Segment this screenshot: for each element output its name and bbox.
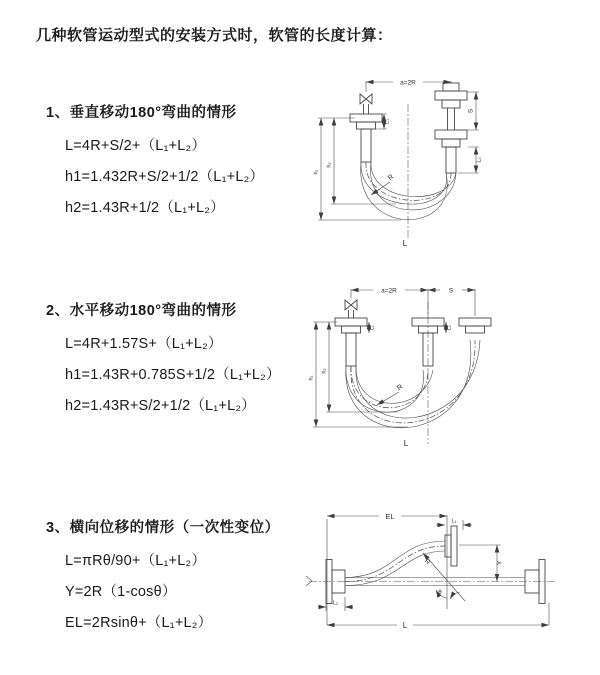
dim-label-l2: L₂: [446, 325, 453, 330]
dim-label-l2: L₂: [476, 157, 483, 163]
diagram-lateral-displacement: [297, 503, 600, 651]
dim-label-l: L: [402, 238, 408, 248]
dim-label-h2: h₂: [321, 368, 328, 374]
dim-label-theta: θ: [438, 590, 442, 596]
hose-displaced: [345, 541, 445, 586]
dimensions: [309, 288, 476, 449]
right-pipe: [459, 318, 491, 333]
flange: [435, 91, 467, 100]
section-3-formula-Y: Y=2R（1-cosθ）: [65, 584, 177, 600]
dim-label-el: EL: [385, 511, 395, 521]
dim-label-a2r: a=2R: [381, 287, 397, 295]
section-2-formula-h1: h1=1.43R+0.785S+1/2（L₁+L₂）: [65, 367, 281, 383]
dim-label-l: L: [402, 621, 408, 630]
dim-label-l1: L₁: [451, 518, 457, 525]
dim-label-h1: h₁: [308, 375, 315, 381]
dim-label-h1: h₁: [313, 169, 320, 175]
flange: [435, 130, 467, 139]
dim-label-r: R: [396, 383, 405, 393]
valve-icon: [360, 94, 372, 104]
left-pipe: [350, 94, 382, 162]
section-2-formula-h2: h2=1.43R+S/2+1/2（L₁+L₂）: [65, 398, 256, 414]
left-pipe: [335, 300, 367, 366]
dim-label-l1: L₁: [384, 119, 391, 124]
section-1: [46, 101, 326, 224]
diagram-horizontal-180-bend: [303, 276, 600, 464]
dim-label-l2: L₂: [332, 600, 339, 607]
dim-label-h2: h₂: [326, 162, 333, 168]
centerline-break-mark: [306, 576, 312, 586]
page-title: 几种软管运动型式的安装方式时，软管的长度计算：: [36, 27, 393, 44]
hose-braid: [446, 147, 456, 173]
section-1-formula-h1: h1=1.432R+S/2+1/2（L₁+L₂）: [65, 169, 265, 185]
hose-arcs: [361, 162, 456, 220]
valve-icon: [345, 300, 357, 310]
flange: [459, 318, 491, 326]
section-3-heading: 3、横向位移的情形（一次性变位）: [46, 520, 280, 536]
dim-label-l: L: [403, 439, 409, 448]
section-1-formula-L: L=4R+S/2+（L₁+L₂）: [65, 138, 207, 154]
section-3-formula-L: L=πRθ/90+（L₁+L₂）: [65, 553, 207, 569]
section-2-formula-L: L=4R+1.57S+（L₁+L₂）: [65, 336, 223, 352]
hose-arcs: [346, 340, 480, 428]
section-2: [46, 299, 326, 422]
dimensions: [318, 512, 549, 630]
section-1-formula-h2: h2=1.43R+1/2（L₁+L₂）: [65, 200, 225, 216]
hose-braid: [346, 333, 356, 366]
right-pipe: [435, 83, 467, 173]
section-1-heading: 1、垂直移动180°弯曲的情形: [46, 105, 237, 121]
dim-label-r: R: [386, 173, 396, 183]
flange: [335, 318, 367, 326]
dimensions: [314, 80, 483, 249]
dim-label-a2r: a=2R: [400, 79, 416, 87]
dim-label-y: Y: [496, 560, 504, 566]
dim-label-l1: L₁: [369, 325, 376, 330]
hose-braid: [361, 129, 371, 162]
section-3-formula-EL: EL=2Rsinθ+（L₁+L₂）: [65, 615, 213, 631]
section-2-heading: 2、水平移动180°弯曲的情形: [46, 303, 237, 319]
dim-label-s: S: [467, 108, 475, 114]
section-3: [46, 516, 326, 639]
dim-label-r: R: [422, 557, 432, 567]
diagram-vertical-180-bend: [308, 68, 600, 264]
dim-label-s: S: [448, 287, 454, 295]
